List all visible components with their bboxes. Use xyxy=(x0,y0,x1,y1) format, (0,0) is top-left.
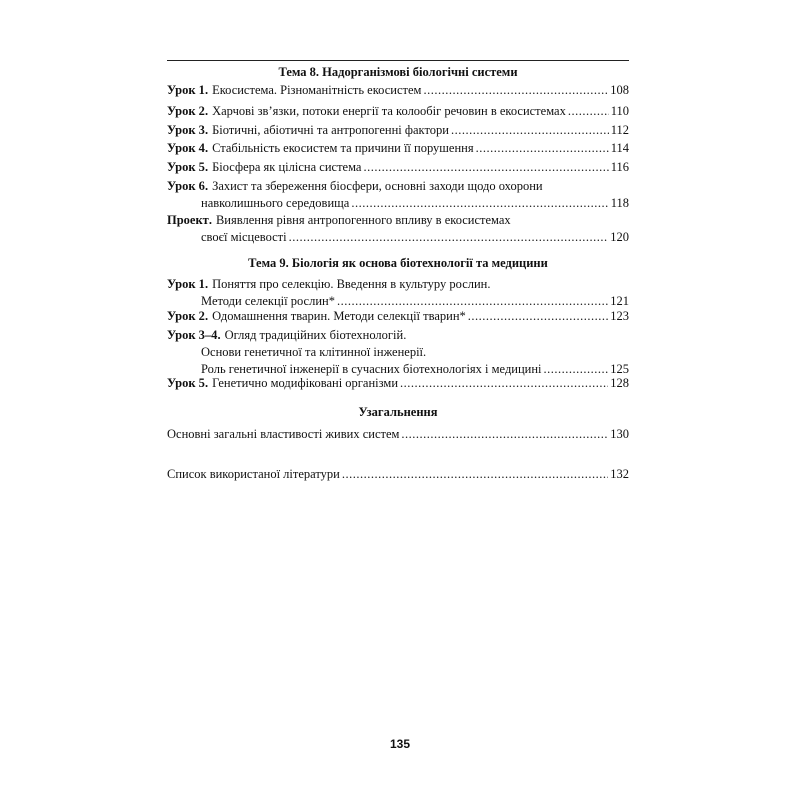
toc-entry[interactable]: Урок 5 . Генетично модифіковані організми ..... 128 xyxy=(167,375,629,392)
entry-page: 110 xyxy=(610,104,629,118)
entry-label: Урок 5 xyxy=(167,376,205,390)
entry-label: Урок 2 xyxy=(167,309,205,323)
entry-label: Урок 4 xyxy=(167,141,205,155)
section-title-topic-9: Тема 9. Біологія як основа біотехнології та медицини xyxy=(248,256,548,270)
entry-page: 114 xyxy=(610,141,629,155)
entry-text: Захист та збереження біосфери, основні заходи щодо охорони xyxy=(212,179,543,193)
entry-text: Методи селекції рослин* xyxy=(201,294,335,308)
entry-page: 128 xyxy=(610,376,629,390)
entry-page: 125 xyxy=(610,362,629,376)
entry-page: 108 xyxy=(610,83,629,97)
entry-text: Роль генетичної інженерії в сучасних біотехнологіях і медицині xyxy=(201,362,542,376)
entry-label: Урок 3–4 xyxy=(167,328,218,342)
entry-text: Біотичні, абіотичні та антропогенні фактори xyxy=(212,123,449,137)
section-title-summary: Узагальнення xyxy=(358,405,438,419)
entry-text: Список використаної літератури xyxy=(167,467,340,481)
entry-page: 116 xyxy=(610,160,629,174)
leader-dots xyxy=(401,426,608,443)
entry-text: своєї місцевості xyxy=(201,230,287,244)
page-number: 135 xyxy=(389,737,411,751)
entry-label: Урок 6 xyxy=(167,179,205,193)
leader-dots xyxy=(289,229,609,246)
toc-entry[interactable]: Проект . Виявлення рівня антропогенного впливу в екосистемах своєї місцевості ..... 120 xyxy=(167,212,629,246)
entry-text: Основи генетичної та клітинної інженерії. xyxy=(201,345,427,359)
leader-dots xyxy=(451,122,609,139)
entry-text: Огляд традиційних біотехнологій. xyxy=(224,328,407,342)
top-rule xyxy=(167,60,629,61)
entry-page: 121 xyxy=(610,294,629,308)
entry-page: 132 xyxy=(610,467,629,481)
entry-text: Виявлення рівня антропогенного впливу в екосистемах xyxy=(215,213,511,227)
toc-entry[interactable]: Урок 1 . Екосистема. Різноманітність екосистем ..... 108 xyxy=(167,82,629,99)
leader-dots xyxy=(342,466,608,483)
toc-entry-bibliography[interactable] xyxy=(167,466,629,483)
toc-entry[interactable] xyxy=(167,426,629,443)
leader-dots xyxy=(423,82,608,99)
leader-dots xyxy=(468,308,608,325)
entry-page: 118 xyxy=(610,196,629,210)
leader-dots xyxy=(476,140,609,157)
toc-entry[interactable]: Урок 2 . Харчові зв’язки, потоки енергії та колообіг речовин в екосистемах ..... 110 xyxy=(167,103,629,120)
toc-entry[interactable]: Урок 3–4 . Огляд традиційних біотехнологій. Основи генетичної та клітинної інженерії. Роль генетичної інженерії в сучасних біотехнологіях і медицині ..... 125 xyxy=(167,327,629,378)
entry-text: Стабільність екосистем та причини її порушення xyxy=(212,141,474,155)
toc-entry[interactable]: Урок 3 . Біотичні, абіотичні та антропогенні фактори ..... 112 xyxy=(167,122,629,139)
entry-label: Урок 3 xyxy=(167,123,205,137)
entry-page: 130 xyxy=(610,427,629,441)
toc-entry[interactable]: Урок 4 . Стабільність екосистем та причини її порушення ..... 114 xyxy=(167,140,629,157)
leader-dots xyxy=(568,103,609,120)
entry-page: 123 xyxy=(610,309,629,323)
entry-label: Урок 2 xyxy=(167,104,205,118)
entry-page: 112 xyxy=(610,123,629,137)
entry-label: Урок 1 xyxy=(167,83,205,97)
entry-label: Урок 5 xyxy=(167,160,205,174)
entry-text: навколишнього середовища xyxy=(201,196,350,210)
leader-dots xyxy=(400,375,608,392)
entry-text: Основні загальні властивості живих систем xyxy=(167,427,400,441)
entry-page: 120 xyxy=(610,230,629,244)
toc-entry[interactable]: Урок 1 . Поняття про селекцію. Введення в культуру рослин. Методи селекції рослин* ..... 121 xyxy=(167,276,629,310)
entry-text: Генетично модифіковані організми xyxy=(212,376,399,390)
entry-text: Харчові зв’язки, потоки енергії та колообіг речовин в екосистемах xyxy=(212,104,566,118)
entry-label: Урок 1 xyxy=(167,277,205,291)
entry-text: Одомашнення тварин. Методи селекції тварин* xyxy=(212,309,466,323)
entry-text: Поняття про селекцію. Введення в культуру рослин. xyxy=(212,277,491,291)
leader-dots xyxy=(351,195,608,212)
toc-entry[interactable]: Урок 6 . Захист та збереження біосфери, основні заходи щодо охорони навколишнього середовища ..... 118 xyxy=(167,178,629,212)
toc-entry[interactable]: Урок 2 . Одомашнення тварин. Методи селекції тварин* ..... 123 xyxy=(167,308,629,325)
toc-entry[interactable]: Урок 5 . Біосфера як цілісна система ..... 116 xyxy=(167,159,629,176)
entry-text: Екосистема. Різноманітність екосистем xyxy=(212,83,422,97)
leader-dots xyxy=(363,159,608,176)
entry-label: Проект xyxy=(167,213,209,227)
section-title-topic-8: Тема 8. Надорганізмові біологічні системи xyxy=(278,65,518,79)
entry-text: Біосфера як цілісна система xyxy=(212,160,362,174)
